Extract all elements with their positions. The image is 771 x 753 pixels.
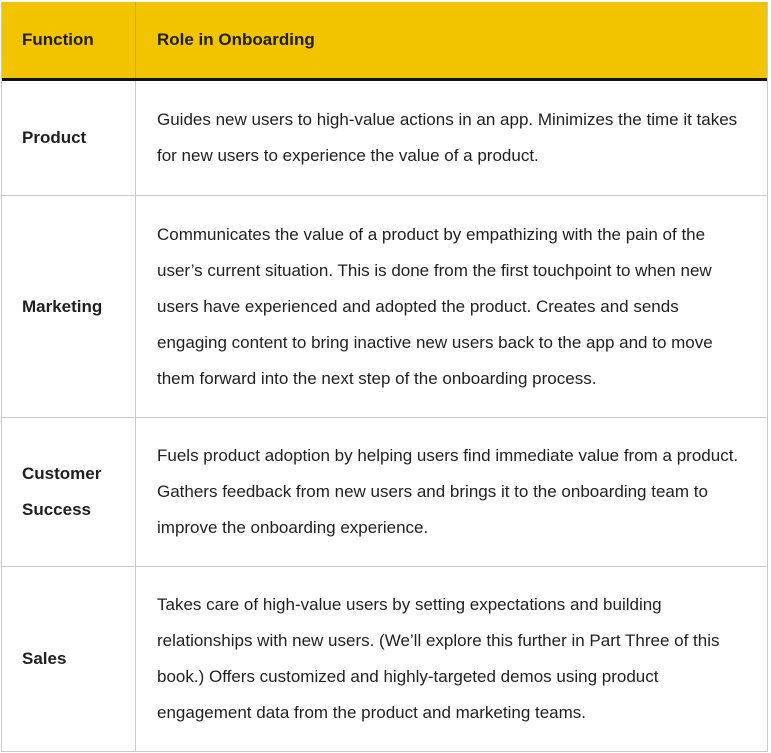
column-header-role: Role in Onboarding [157,30,315,49]
role-cell: Communicates the value of a product by empathizing with the pain of the user’s current situation. This is done from the first touchpoint to when new users have experienced and adopted the product. Creates and sends engaging content to bring inactive new users back to the app and to move them forward into the next step of the onboarding process. [157,224,713,388]
function-cell: Product [2,81,136,195]
function-cell: Sales [2,567,136,751]
role-cell: Takes care of high-value users by setting expectations and building relationships with new users. (We’ll explore this further in Part Three of this book.) Offers customized and highly-targeted demos using product engagement data from the product and marketing teams. [157,595,720,722]
table-row [2,418,767,567]
table-header-row [2,2,767,81]
role-cell: Fuels product adoption by helping users find immediate value from a product. Gathers feedback from new users and brings it to the onboarding team to improve the onboarding experience. [157,446,739,537]
function-cell: Marketing [2,196,136,417]
table-row [2,567,767,752]
onboarding-roles-table [1,2,768,752]
table-row [2,81,767,196]
table-row [2,196,767,418]
function-cell: Customer Success [2,418,136,566]
column-header-function: Function [2,2,136,78]
role-cell: Guides new users to high-value actions in an app. Minimizes the time it takes for new users to experience the value of a product. [157,110,738,165]
